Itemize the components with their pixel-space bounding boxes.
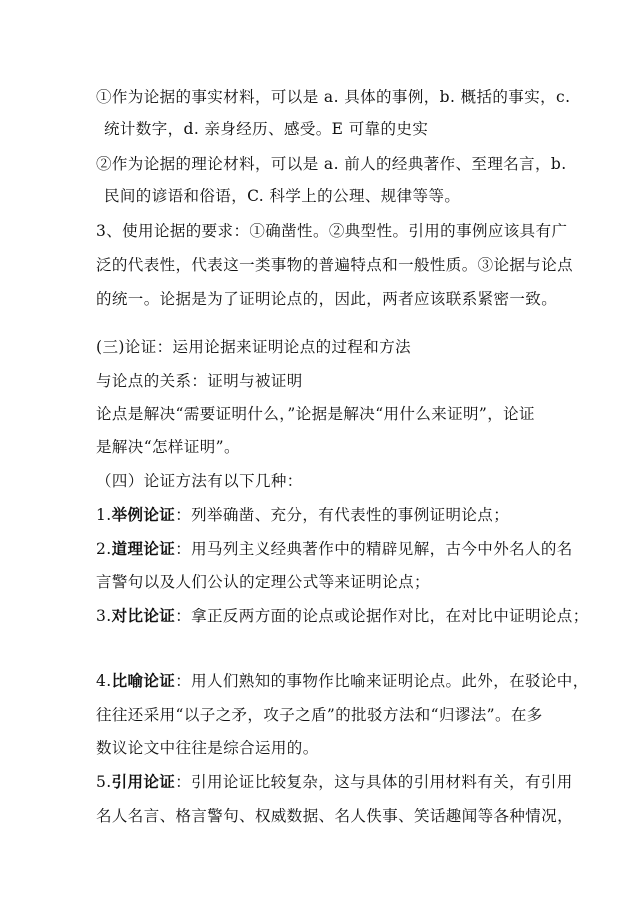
method-text: ：拿正反两方面的论点或论据作对比，在对比中证明论点； bbox=[175, 607, 589, 625]
text-line: ①作为论据的事实材料，可以是 a. 具体的事例，b. 概括的事实，c. bbox=[96, 88, 571, 106]
method-continuation: 言警句以及人们公认的定理公式等来证明论点； bbox=[96, 573, 430, 591]
method-term: 对比论证 bbox=[111, 606, 176, 625]
method-term: 道理论证 bbox=[111, 539, 176, 558]
method-item bbox=[96, 671, 589, 691]
method-text: ：用马列主义经典著作中的精辟见解，古今中外名人的名 bbox=[175, 540, 573, 558]
method-text: ：用人们熟知的事物作比喻来证明论点。此外，在驳论中， bbox=[175, 672, 589, 690]
text-line: 民间的谚语和俗语，C. 科学上的公理、规律等等。 bbox=[104, 187, 461, 205]
text-line: ②作为论据的理论材料，可以是 a. 前人的经典著作、至理名言，b. bbox=[96, 155, 567, 173]
method-continuation: 名人名言、格言警句、权威数据、名人佚事、笑话趣闻等各种情况， bbox=[96, 807, 574, 825]
text-line: 的统一。论据是为了证明论点的，因此，两者应该联系紧密一致。 bbox=[96, 290, 558, 308]
method-text: ：引用论证比较复杂，这与具体的引用材料有关，有引用 bbox=[175, 773, 573, 791]
method-continuation: 数议论文中往往是综合运用的。 bbox=[96, 739, 319, 757]
section-heading: （四）论证方法有以下几种： bbox=[96, 472, 303, 490]
method-item bbox=[96, 606, 589, 626]
method-number: 1. bbox=[96, 506, 112, 524]
method-text: ：列举确凿、充分，有代表性的事例证明论点； bbox=[175, 506, 510, 524]
method-item bbox=[96, 505, 556, 525]
section-heading: (三)论证：运用论据来证明论点的过程和方法 bbox=[96, 338, 411, 356]
text-line: 统计数字，d. 亲身经历、感受。E 可靠的史实 bbox=[104, 120, 429, 138]
text-line: 3、使用论据的要求：①确凿性。②典型性。引用的事例应该具有广 bbox=[96, 222, 568, 240]
method-number: 5. bbox=[96, 773, 112, 791]
text-line: 与论点的关系：证明与被证明 bbox=[96, 372, 303, 390]
method-number: 3. bbox=[96, 607, 112, 625]
method-term: 比喻论证 bbox=[111, 671, 176, 690]
text-line: 泛的代表性，代表这一类事物的普遍特点和一般性质。③论据与论点 bbox=[96, 256, 574, 274]
text-line: 是解决“怎样证明”。 bbox=[96, 438, 240, 456]
method-term: 引用论证 bbox=[111, 772, 176, 791]
method-number: 2. bbox=[96, 540, 112, 558]
method-continuation: 往往还采用“以子之矛，攻子之盾”的批驳方法和“归谬法”。在多 bbox=[96, 706, 543, 724]
method-item bbox=[96, 539, 573, 559]
text-line: 论点是解决“需要证明什么，”论据是解决“用什么来证明”，论证 bbox=[96, 405, 535, 423]
method-item bbox=[96, 772, 573, 792]
method-term: 举例论证 bbox=[111, 505, 176, 524]
method-number: 4. bbox=[96, 672, 112, 690]
